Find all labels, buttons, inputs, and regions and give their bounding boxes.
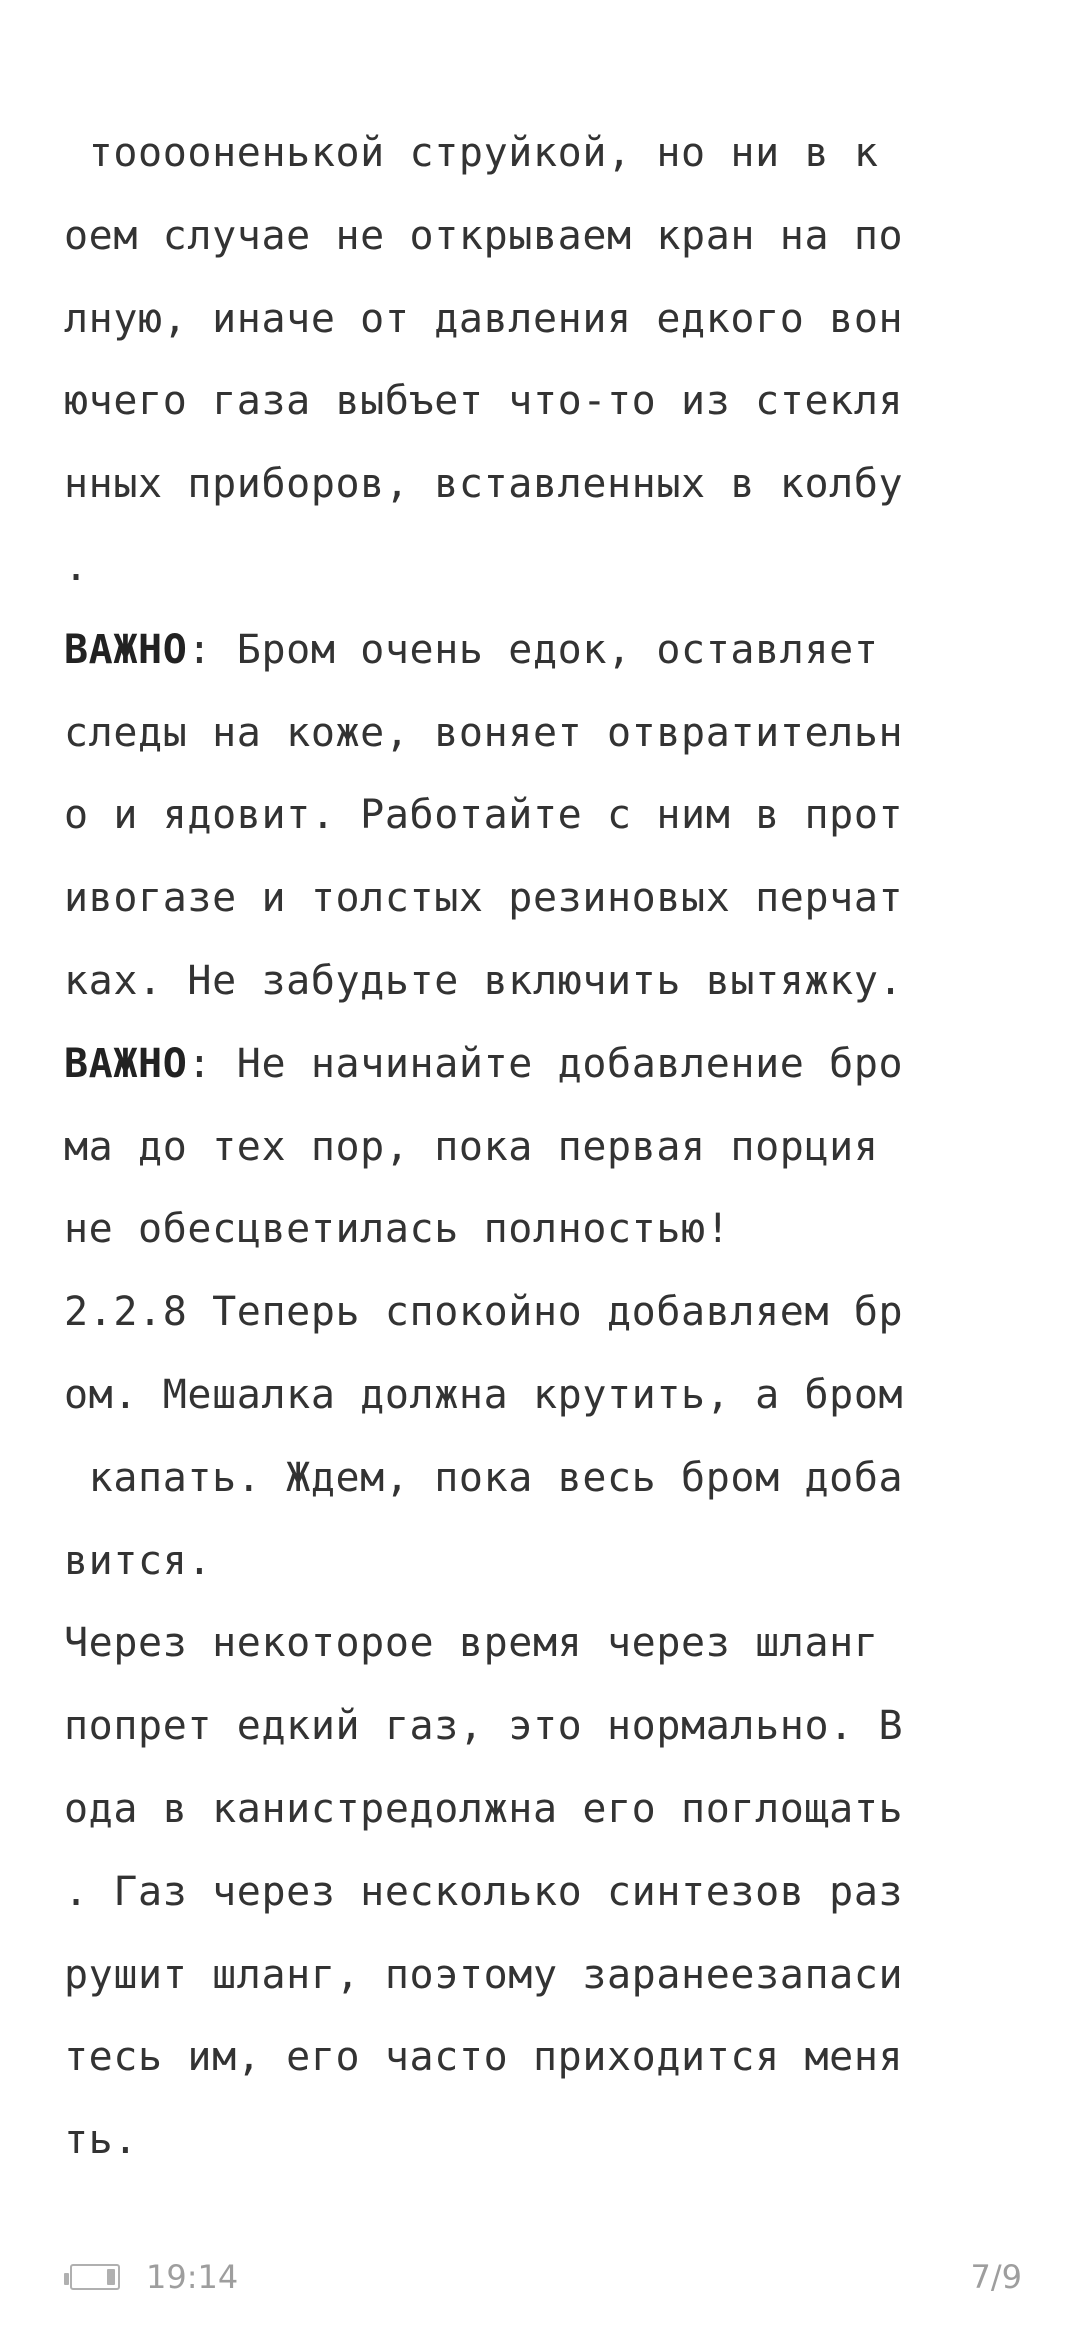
warning-text: : Бром очень едок, оставляет	[187, 626, 879, 673]
reader-status-bar	[0, 2250, 1080, 2310]
text-line: нных приборов, вставленных в колбу	[64, 461, 904, 508]
text-line: вится.	[64, 1537, 213, 1584]
text-line: тесь им, его часто приходится меня	[64, 2034, 904, 2081]
page-counter: 7/9	[970, 2258, 1022, 2296]
battery-body	[70, 2264, 120, 2290]
text-line: рушит шланг, поэтому заранеезапаси	[64, 1951, 904, 1998]
text-line: ках. Не забудьте включить вытяжку.	[64, 957, 904, 1004]
text-line: ом. Мешалка должна крутить, а бром	[64, 1371, 904, 1418]
text-line: оем случае не открываем кран на по	[64, 212, 904, 259]
text-line-warning	[64, 621, 1024, 704]
text-line: капать. Ждем, пока весь бром доба	[64, 1454, 904, 1501]
text-line: тооооненькой струйкой, но ни в к	[64, 130, 879, 176]
text-line: 2.2.8 Теперь спокойно добавляем бр	[64, 1289, 904, 1336]
text-line: ма до тех пор, пока первая порция	[64, 1123, 879, 1170]
warning-label: ВАЖНО	[64, 626, 188, 673]
text-line: не обесцветилась полностью!	[64, 1206, 731, 1253]
warning-label: ВАЖНО	[64, 1040, 188, 1087]
text-line: .	[64, 543, 89, 590]
battery-fill	[107, 2269, 115, 2285]
book-text	[64, 124, 1024, 2194]
clock-time: 19:14	[146, 2258, 239, 2296]
text-line: попрет едкий газ, это нормально. В	[64, 1703, 904, 1750]
battery-icon	[64, 2264, 124, 2294]
text-line: ть.	[64, 2117, 139, 2164]
text-line: Через некоторое время через шланг	[64, 1620, 879, 1667]
text-line: ючего газа выбъет что-то из стекля	[64, 378, 904, 425]
text-line: о и ядовит. Работайте с ним в прот	[64, 792, 904, 839]
text-line: ода в канистредолжна его поглощать	[64, 1785, 904, 1832]
text-line: следы на коже, воняет отвратительн	[64, 709, 904, 756]
warning-text: : Не начинайте добавление бро	[187, 1040, 904, 1087]
battery-cap	[64, 2273, 69, 2285]
text-line: . Газ через несколько синтезов раз	[64, 1868, 904, 1915]
text-line-warning	[64, 1035, 1024, 1118]
text-line: ивогазе и толстых резиновых перчат	[64, 875, 904, 922]
text-line: лную, иначе от давления едкого вон	[64, 295, 904, 342]
